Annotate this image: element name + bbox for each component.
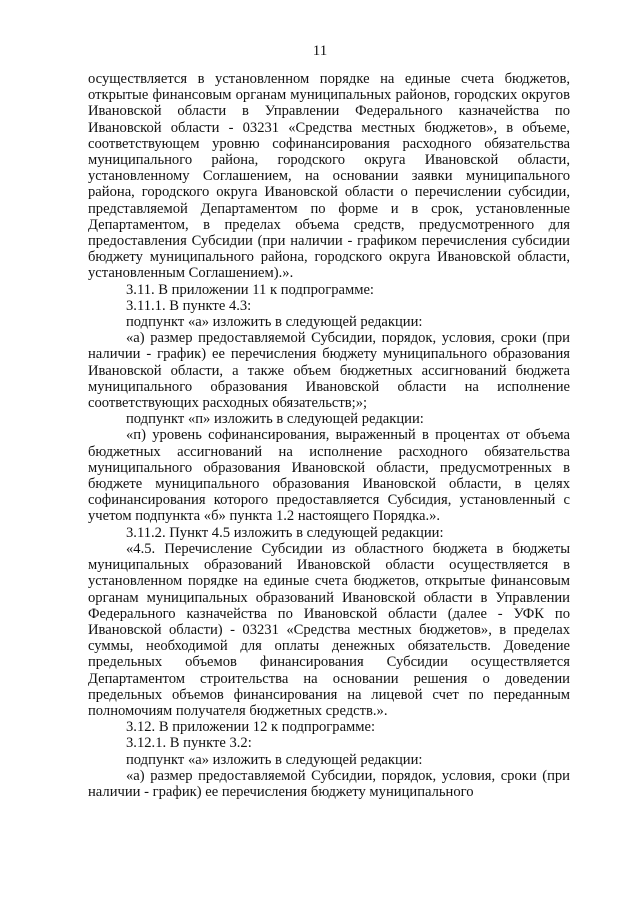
- paragraph: 3.11.1. В пункте 4.3:: [126, 297, 252, 314]
- paragraph: осуществляется в установленном порядке на единые счета бюджетов, открытые финансовым органам муниципальных районов, городских округов Ивановской области в Управлении Федерального казначейства по Ивановской области - 03231 «Средства местных бюджетов», в объеме, соответствующем уровню софинансирования расходного обязательства муниципального района, городского округа Ивановской области, установленному Соглашением, на основании заявки муниципального района, городского округа Ивановской области о перечислении субсидии, представляемой Департаментом по форме и в срок, установленные Департаментом, в пределах объема средств, предусмотренного для предоставления Субсидии (при наличии - графиком перечисления субсидии бюджету муниципального района, городского округа Ивановской области, установленным Соглашением).».: [88, 71, 570, 282]
- paragraph: 3.11.2. Пункт 4.5 изложить в следующей редакции:: [126, 524, 444, 541]
- paragraph: 3.11. В приложении 11 к подпрограмме:: [126, 281, 374, 298]
- paragraph: «а) размер предоставляемой Субсидии, порядок, условия, сроки (при наличии - график) ее перечисления бюджету муниципального образования Ивановской области, а также объем бюджетных ассигнований бюджета муниципального образования Ивановской области на исполнение соответствующих расходных обязательств;»;: [88, 330, 570, 412]
- paragraph: «а) размер предоставляемой Субсидии, порядок, условия, сроки (при наличии - график) ее перечисления бюджету муниципального: [88, 767, 570, 800]
- paragraph: подпункт «а» изложить в следующей редакции:: [126, 751, 423, 768]
- paragraph: 3.12. В приложении 12 к подпрограмме:: [126, 719, 376, 736]
- paragraph: «4.5. Перечисление Субсидии из областного бюджета в бюджеты муниципальных образований Ивановской области осуществляется в установленном порядке на единые счета бюджетов, открытые финансовым органам муниципальных образований Ивановской области в Управлении Федерального казначейства по Ивановской области (далее - УФК по Ивановской области) - 03231 «Средства местных бюджетов», в пределах суммы, необходимой для оплаты денежных обязательств. Доведение предельных объемов финансирования Субсидии осуществляется Департаментом строительства на основании решения о доведении предельных объемов финансирования на лицевой счет по переданным полномочиям получателя бюджетных средств.».: [88, 540, 570, 719]
- paragraph: подпункт «п» изложить в следующей редакции:: [126, 411, 424, 428]
- paragraph: «п) уровень софинансирования, выраженный в процентах от объема бюджетных ассигнований на исполнение расходного обязательства муниципального образования Ивановской области, предусмотренных в бюджете муниципального образования Ивановской области, в целях софинансирования которого предоставляется Субсидия, установленный с учетом подпункта «б» пункта 1.2 настоящего Порядка.».: [88, 427, 570, 525]
- page-number: 11: [312, 43, 328, 59]
- paragraph: 3.12.1. В пункте 3.2:: [126, 735, 252, 752]
- paragraph: подпункт «а» изложить в следующей редакции:: [126, 314, 423, 331]
- document-body: [88, 71, 570, 800]
